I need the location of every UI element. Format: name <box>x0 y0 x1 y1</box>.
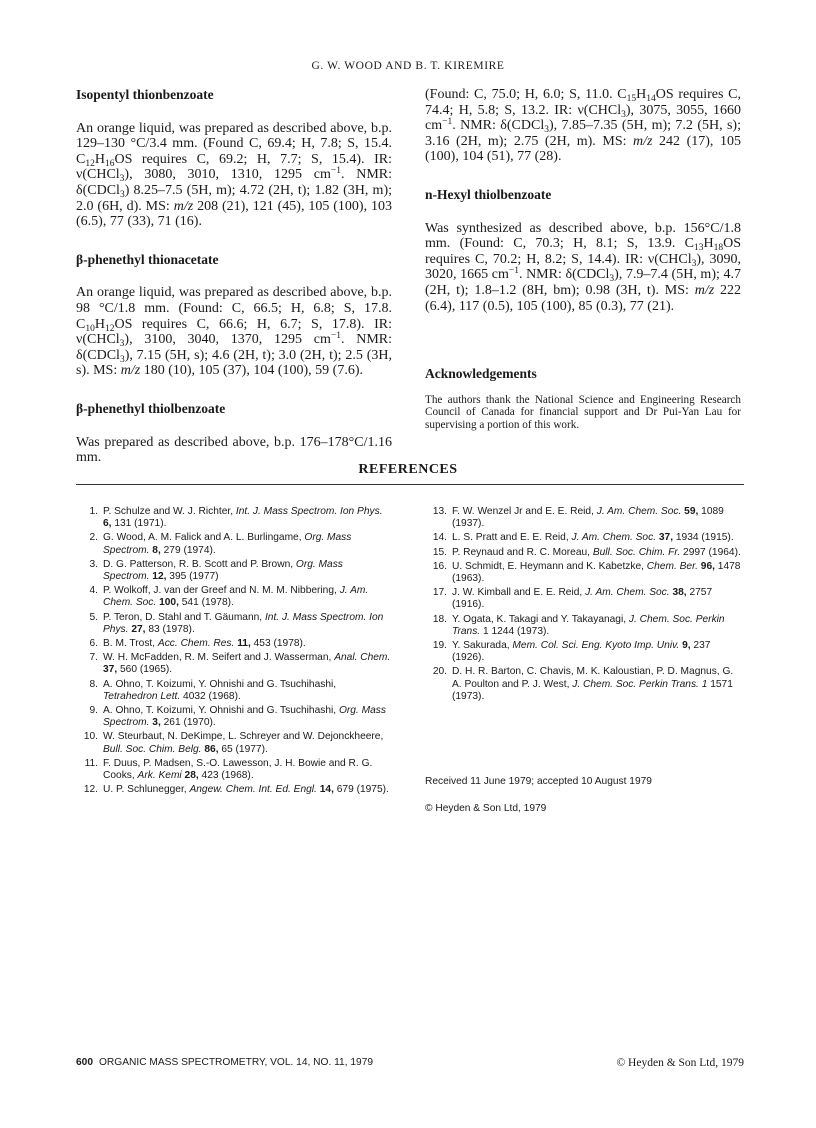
bold-volume: 3, <box>152 717 161 729</box>
italic-text: Org. Mass Spectrom. <box>103 558 343 583</box>
subscript: 12 <box>104 323 115 334</box>
compound-title: β-phenethyl thionacetate <box>76 251 219 267</box>
italic-text: Bull. Soc. Chim. Belg. <box>103 743 202 755</box>
reference-number: 20. <box>432 666 447 678</box>
reference-number: 10. <box>83 731 98 743</box>
subscript: 16 <box>104 158 115 169</box>
reference-item <box>425 561 741 585</box>
reference-number: 19. <box>432 640 447 652</box>
bold-volume: 27, <box>131 623 146 635</box>
reference-text: D. G. Patterson, R. B. Scott and P. Brown, Org. Mass Spectrom. 12, 395 (1977) <box>103 558 343 583</box>
reference-number: 18. <box>432 613 447 625</box>
reference-item <box>76 506 392 530</box>
compound-entry <box>76 87 392 230</box>
italic-text: m/z <box>633 133 653 149</box>
compound-title: n-Hexyl thiolbenzoate <box>425 186 552 202</box>
running-head: G. W. WOOD AND B. T. KIREMIRE <box>311 60 505 72</box>
italic-text: J. Am. Chem. Soc. <box>571 532 657 544</box>
bold-volume: 38, <box>672 587 687 599</box>
reference-number: 8. <box>89 678 98 690</box>
subscript: 18 <box>713 243 724 254</box>
subscript: 12 <box>85 158 95 169</box>
reference-text: U. Schmidt, E. Heymann and K. Kabetzke, Chem. Ber. 96, 1478 (1963). <box>452 560 741 585</box>
reference-item <box>425 614 741 638</box>
footer-journal <box>76 1057 373 1068</box>
reference-item <box>76 679 392 703</box>
references-right-column <box>425 506 741 705</box>
compound-entry <box>76 401 392 466</box>
reference-text: J. W. Kimball and E. E. Reid, J. Am. Chem. Soc. 38, 2757 (1916). <box>452 587 713 611</box>
reference-text: Y. Ogata, K. Takagi and Y. Takayanagi, J. Chem. Soc. Perkin Trans. 1 1244 (1973). <box>452 613 725 637</box>
italic-text: Mem. Col. Sci. Eng. Kyoto Imp. Univ. <box>512 640 680 652</box>
italic-text: Int. J. Mass Spectrom. Ion Phys. <box>235 506 383 517</box>
reference-number: 15. <box>432 546 447 558</box>
compound-title: β-phenethyl thiolbenzoate <box>76 400 226 416</box>
journal-name: ORGANIC MASS SPECTROMETRY, VOL. 14, NO. 11, 1979 <box>99 1057 374 1068</box>
subscript: 3 <box>119 354 125 365</box>
reference-text: D. H. R. Barton, C. Chavis, M. K. Kaloustian, P. D. Magnus, G. A. Poulton and P. J. West, J. Chem. Soc. Perkin Trans. 1 1571 (1973). <box>452 666 734 702</box>
reference-number: 7. <box>89 652 98 664</box>
bold-volume: 14, <box>319 784 334 796</box>
italic-text: Tetrahedron Lett. <box>103 690 181 702</box>
reference-text: W. Steurbaut, N. DeKimpe, L. Schreyer and W. Dejonckheere, Bull. Soc. Chim. Belg. 86, 65 (1977). <box>103 731 384 755</box>
right-column <box>425 87 741 431</box>
reference-item <box>76 784 392 796</box>
reference-text: L. S. Pratt and E. E. Reid, J. Am. Chem. Soc. 37, 1934 (1915). <box>452 532 734 544</box>
reference-text: W. H. McFadden, R. M. Seifert and J. Wasserman, Anal. Chem. 37, 560 (1965). <box>103 652 391 676</box>
bold-volume: 11, <box>237 638 251 650</box>
bold-volume: 9, <box>682 640 691 652</box>
compound-entry <box>76 252 392 379</box>
italic-text: Org. Mass Spectrom. <box>103 705 386 729</box>
subscript: 3 <box>119 189 125 200</box>
reference-item <box>425 532 741 544</box>
reference-item <box>76 532 392 556</box>
reference-text: A. Ohno, T. Koizumi, Y. Ohnishi and G. Tsuchihashi, Org. Mass Spectrom. 3, 261 (1970). <box>103 705 386 729</box>
reference-text: P. Wolkoff, J. van der Greef and N. M. M. Nibbering, J. Am. Chem. Soc. 100, 541 (1978). <box>103 585 369 609</box>
italic-text: m/z <box>694 282 715 298</box>
reference-number: 6. <box>89 638 98 650</box>
acknowledgements-body: The authors thank the National Science and Engineering Research Council of Canada for financial support and Dr Pui-Yan Lau for supervising a portion of this work. <box>425 393 741 431</box>
compound-description: Was prepared as described above, b.p. 176–178°C/1.16 mm. <box>76 434 392 466</box>
superscript: −1 <box>442 117 453 128</box>
compound-description: An orange liquid, was prepared as described above, b.p. 129–130 °C/3.4 mm. (Found C, 69.4; H, 7.8; S, 15.4. $C_{12}H_{16}OS$ requires C, 69.2; H, 7.7; S, 15.4). IR: ν(CHCl$_3$), 3080, 3010, 1310, 1295 $cm^{-1}$. NMR: δ(CDCl$_3$) 8.25–7.5 (5H, m); 4.72 (2H, t); 1.82 (3H, m); 2.0 (6H, d). MS: m/z 208 (21), 121 (45), 105 (100), 103 (6.5), 77 (33), 71 (16). <box>76 120 392 230</box>
reference-number: 3. <box>89 558 98 570</box>
reference-number: 17. <box>432 587 447 599</box>
reference-item <box>76 638 392 650</box>
subscript: 3 <box>621 109 626 120</box>
reference-item <box>425 506 741 530</box>
italic-text: Acc. Chem. Res. <box>157 638 235 650</box>
subscript: 10 <box>85 323 95 334</box>
reference-number: 2. <box>89 532 98 544</box>
reference-item <box>425 666 741 703</box>
subscript: 15 <box>626 94 637 104</box>
references-left-column <box>76 506 392 798</box>
reference-item <box>76 559 392 583</box>
compound-title: Isopentyl thionbenzoate <box>76 87 214 102</box>
reference-text: P. Teron, D. Stahl and T. Gäumann, Int. J. Mass Spectrom. Ion Phys. 27, 83 (1978). <box>103 611 384 635</box>
reference-text: A. Ohno, T. Koizumi, Y. Ohnishi and G. Tsuchihashi, Tetrahedron Lett. 4032 (1968). <box>103 678 337 702</box>
reference-number: 5. <box>89 611 98 623</box>
compound-description: An orange liquid, was prepared as described above, b.p. 98 °C/1.8 mm. (Found: C, 66.5; H, 6.8; S, 17.8. $C_{10}H_{12}OS$ requires C, 66.6; H, 6.7; S, 17.8). IR: ν(CHCl$_3$), 3100, 3040, 1370, 1295 $cm^{-1}$. NMR: δ(CDCl$_3$), 7.15 (5H, s); 4.6 (2H, t); 3.0 (2H, t); 2.5 (3H, s). MS: m/z 180 (10), 105 (37), 104 (100), 59 (7.6). <box>76 285 392 379</box>
reference-number: 14. <box>432 532 447 544</box>
reference-number: 16. <box>432 560 447 572</box>
right-column-entries <box>425 87 741 314</box>
reference-number: 9. <box>89 705 98 717</box>
left-column <box>76 87 392 488</box>
italic-text: Int. J. Mass Spectrom. Ion Phys. <box>103 611 384 635</box>
reference-item <box>76 731 392 755</box>
acknowledgements-title: Acknowledgements <box>425 366 537 382</box>
reference-text: Y. Sakurada, Mem. Col. Sci. Eng. Kyoto Imp. Univ. 9, 237 (1926). <box>452 640 711 664</box>
italic-text: J. Am. Chem. Soc. <box>585 587 670 599</box>
subscript: 14 <box>646 94 656 104</box>
bold-volume: 6, <box>103 518 112 530</box>
reference-item <box>76 652 392 676</box>
italic-text: Chem. Ber. <box>646 560 698 572</box>
bold-volume: 96, <box>700 560 715 572</box>
reference-number: 11. <box>84 757 98 769</box>
page-number: 600 <box>76 1057 93 1068</box>
footer-copyright: © Heyden & Son Ltd, 1979 <box>616 1057 744 1069</box>
subscript: 3 <box>691 258 697 269</box>
subscript: 3 <box>119 174 125 185</box>
copyright-note: © Heyden & Son Ltd, 1979 <box>425 803 547 814</box>
compound-entry <box>425 187 741 314</box>
italic-text: Angew. Chem. Int. Ed. Engl. <box>189 784 317 796</box>
reference-text: F. Duus, P. Madsen, S.-O. Lawesson, J. H. Bowie and R. G. Cooks, Ark. Kemi 28, 423 (1968). <box>103 757 373 782</box>
superscript: −1 <box>330 331 341 342</box>
reference-text: B. M. Trost, Acc. Chem. Res. 11, 453 (1978). <box>103 638 306 650</box>
italic-text: m/z <box>173 198 194 214</box>
italic-text: J. Chem. Soc. Perkin Trans. <box>452 613 725 637</box>
reference-text: G. Wood, A. M. Falick and A. L. Burlingame, Org. Mass Spectrom. 8, 279 (1974). <box>103 532 352 556</box>
bold-volume: 12, <box>152 571 167 583</box>
bold-volume: 86, <box>204 743 219 755</box>
references-rule <box>76 484 744 485</box>
reference-item <box>76 585 392 609</box>
reference-item <box>76 758 392 782</box>
reference-text: P. Schulze and W. J. Richter, Int. J. Mass Spectrom. Ion Phys. 6, 131 (1971). <box>103 506 383 530</box>
reference-item <box>425 640 741 664</box>
superscript: −1 <box>330 166 341 177</box>
bold-volume: 100, <box>159 597 179 609</box>
italic-text: Org. Mass Spectrom. <box>103 532 352 556</box>
subscript: 3 <box>119 339 125 350</box>
reference-number: 1. <box>89 506 98 517</box>
reference-number: 13. <box>432 506 447 517</box>
superscript: −1 <box>508 266 519 277</box>
reference-item <box>425 547 741 559</box>
italic-text: Anal. Chem. <box>334 652 391 664</box>
italic-text: J. Am. Chem. Soc. <box>596 506 682 517</box>
italic-text: J. Chem. Soc. Perkin Trans. 1 <box>572 678 708 690</box>
reference-text: U. P. Schlunegger, Angew. Chem. Int. Ed. Engl. 14, 679 (1975). <box>103 784 389 796</box>
bold-volume: 59, <box>684 506 699 517</box>
italic-text: m/z <box>120 363 141 379</box>
reference-item <box>76 612 392 636</box>
bold-volume: 37, <box>103 664 118 676</box>
reference-number: 12. <box>83 784 98 796</box>
reference-number: 4. <box>89 585 98 597</box>
compound-description: Was synthesized as described above, b.p. 156°C/1.8 mm. (Found: C, 70.3; H, 8.1; S, 13.9. $C_{13}H_{18}OS$ requires C, 70.2; H, 8.2; S, 14.4). IR: ν(CHCl$_3$), 3090, 3020, 1665 $cm^{-1}$. NMR: δ(CDCl$_3$), 7.9–7.4 (5H, m); 4.7 (2H, t); 1.8–1.2 (8H, bm); 0.98 (3H, t). MS: m/z 222 (6.4), 117 (0.5), 105 (100), 85 (0.3), 77 (21). <box>425 220 741 314</box>
bold-volume: 37, <box>658 532 674 544</box>
reference-item <box>76 705 392 729</box>
italic-text: Ark. Kemi <box>137 770 182 782</box>
subscript: 3 <box>544 125 549 136</box>
reference-item <box>425 587 741 611</box>
reference-text: P. Reynaud and R. C. Moreau, Bull. Soc. Chim. Fr. 2997 (1964). <box>452 546 741 558</box>
italic-text: Bull. Soc. Chim. Fr. <box>592 546 681 558</box>
received-dates: Received 11 June 1979; accepted 10 August 1979 <box>425 776 652 787</box>
subscript: 13 <box>693 243 704 254</box>
bold-volume: 28, <box>184 770 199 782</box>
references-heading: REFERENCES <box>358 462 458 477</box>
compound-entry <box>425 87 741 165</box>
italic-text: J. Am. Chem. Soc. <box>103 585 369 609</box>
compound-description: (Found: C, 75.0; H, 6.0; S, 11.0. $C_{15}H_{14}OS$ requires C, 74.4; H, 5.8; S, 13.2. IR: ν(CHCl$_3$), 3075, 3055, 1660 $cm^{-1}$. NMR: δ(CDCl$_3$), 7.85–7.35 (5H, m); 7.2 (5H, s); 3.16 (2H, m); 2.75 (2H, m). MS: m/z 242 (17), 105 (100), 104 (51), 77 (28). <box>425 87 742 165</box>
bold-volume: 8, <box>152 544 161 556</box>
subscript: 3 <box>609 274 615 285</box>
reference-text: F. W. Wenzel Jr and E. E. Reid, J. Am. Chem. Soc. 59, 1089 (1937). <box>452 506 724 530</box>
